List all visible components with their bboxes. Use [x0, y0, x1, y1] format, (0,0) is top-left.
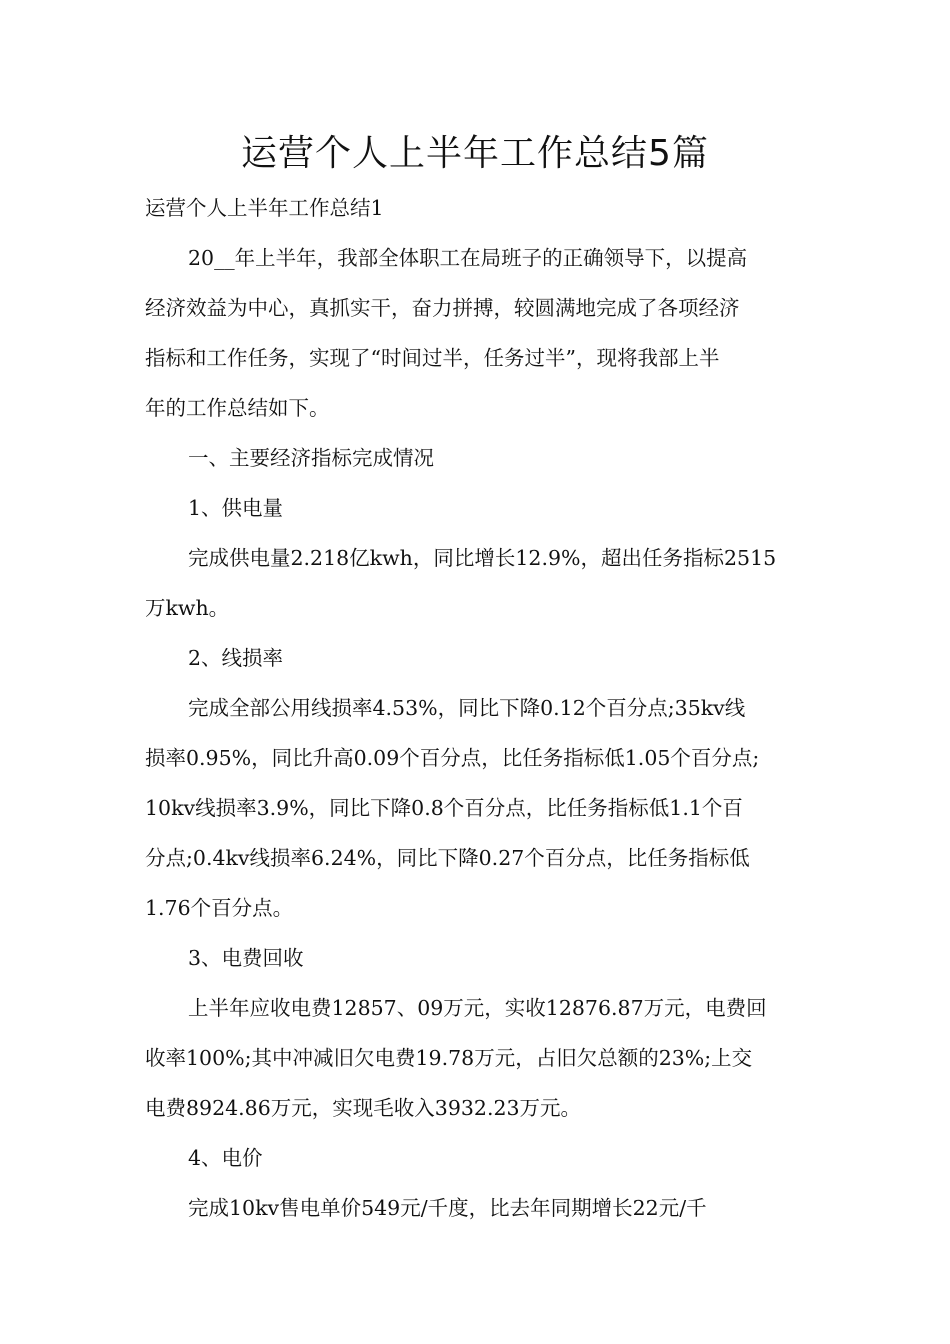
- item-heading: 4、电价: [188, 1146, 263, 1170]
- paragraph-line: 分点;0.4kv线损率6.24%，同比下降0.27个百分点，比任务指标低: [145, 846, 750, 870]
- item-heading: 1、供电量: [188, 496, 284, 520]
- paragraph-item1: [145, 533, 817, 633]
- paragraph-line: 损率0.95%，同比升高0.09个百分点，比任务指标低1.05个百分点;: [145, 746, 760, 770]
- paragraph-line: 电费8924.86万元，实现毛收入3932.23万元。: [145, 1096, 582, 1120]
- document-body: [145, 183, 817, 1233]
- paragraph-item3: [145, 983, 817, 1133]
- item-heading: 2、线损率: [188, 646, 284, 670]
- paragraph-line: 完成全部公用线损率4.53%，同比下降0.12个百分点;35kv线: [188, 696, 746, 720]
- paragraph-item4: [145, 1183, 817, 1233]
- paragraph-line: 上半年应收电费12857、09万元，实收12876.87万元，电费回: [188, 996, 767, 1020]
- paragraph-line: 年的工作总结如下。: [145, 396, 330, 420]
- paragraph-line: 完成供电量2.218亿kwh，同比增长12.9%，超出任务指标2515: [188, 546, 777, 570]
- paragraph-line: 指标和工作任务，实现了“时间过半，任务过半”，现将我部上半: [145, 346, 720, 370]
- paragraph-line: 经济效益为中心，真抓实干，奋力拼搏，较圆满地完成了各项经济: [145, 296, 740, 320]
- item-heading: 3、电费回收: [188, 946, 304, 970]
- paragraph-item2: [145, 683, 817, 933]
- paragraph-line: 完成10kv售电单价549元/千度，比去年同期增长22元/千: [188, 1196, 707, 1220]
- paragraph-line: 收率100%;其中冲减旧欠电费19.78万元，占旧欠总额的23%;上交: [145, 1046, 753, 1070]
- section-heading: 一、主要经济指标完成情况: [188, 446, 434, 470]
- paragraph-intro: [145, 233, 817, 433]
- paragraph-line: 1.76个百分点。: [145, 896, 294, 920]
- paragraph-line: 万kwh。: [145, 596, 230, 620]
- paragraph-line: 20__年上半年，我部全体职工在局班子的正确领导下，以提高: [188, 246, 748, 270]
- paragraph-line: 10kv线损率3.9%，同比下降0.8个百分点，比任务指标低1.1个百: [145, 796, 743, 820]
- section-subtitle: 运营个人上半年工作总结1: [145, 196, 384, 220]
- document-title: 运营个人上半年工作总结5篇: [241, 133, 709, 174]
